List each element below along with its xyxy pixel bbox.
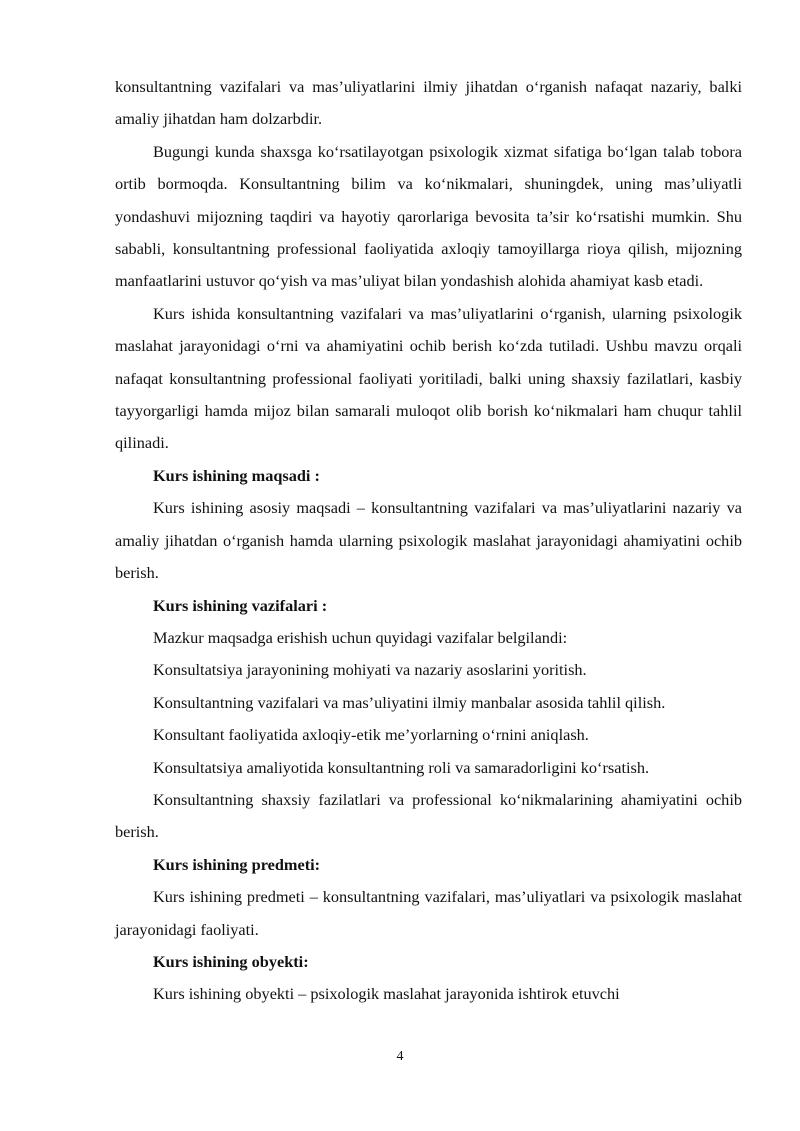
paragraph-continuation: konsultantning vazifalari va mas’uliyatlarini ilmiy jihatdan o‘rganish nafaqat nazariy, balki amaliy jihatdan ham dolzarbdir. — [115, 77, 742, 129]
heading-object: Kurs ishining obyekti: — [153, 951, 309, 971]
page-number: 4 — [396, 1049, 404, 1064]
task-item: Konsultatsiya amaliyotida konsultantning roli va samaradorligini ko‘rsatish. — [153, 757, 650, 777]
task-item: Konsultatsiya jarayonining mohiyati va nazariy asoslarini yoritish. — [153, 660, 587, 680]
paragraph-tasks-intro: Mazkur maqsadga erishish uchun quyidagi vazifalar belgilandi: — [153, 627, 568, 647]
paragraph-subject: Kurs ishining predmeti – konsultantning vazifalari, mas’uliyatlari va psixologik maslahat jarayonidagi faoliyati. — [115, 887, 742, 939]
heading-tasks: Kurs ishining vazifalari : — [153, 595, 328, 615]
task-item: Konsultantning shaxsiy fazilatlari va professional ko‘nikmalarining ahamiyatini ochib berish. — [115, 789, 742, 842]
paragraph-goal: Kurs ishining asosiy maqsadi – konsultantning vazifalari va mas’uliyatlarini nazariy va amaliy jihatdan o‘rganish hamda ularning psixologik maslahat jarayonidagi ahamiyatini ochib berish. — [115, 498, 742, 583]
task-item: Konsultant faoliyatida axloqiy-etik me’yorlarning o‘rnini aniqlash. — [153, 725, 589, 745]
page-body — [115, 71, 742, 1011]
task-item: Konsultantning vazifalari va mas’uliyatini ilmiy manbalar asosida tahlil qilish. — [153, 692, 666, 712]
paragraph-course-overview: Kurs ishida konsultantning vazifalari va mas’uliyatlarini o‘rganish, ularning psixologik maslahat jarayonidagi o‘rni va ahamiyatini ochib berish ko‘zda tutiladi. Ushbu mavzu orqali nafaqat konsultantning professional faoliyati yoritiladi, balki uning shaxsiy fazilatlari, kasbiy tayyorgarligi hamda mijoz bilan samarali muloqot olib borish ko‘nikmalari ham chuqur tahlil qilinadi. — [115, 303, 742, 453]
paragraph-object: Kurs ishining obyekti – psixologik maslahat jarayonida ishtirok etuvchi — [153, 984, 620, 1004]
heading-goal: Kurs ishining maqsadi : — [153, 465, 320, 485]
paragraph-introduction: Bugungi kunda shaxsga ko‘rsatilayotgan psixologik xizmat sifatiga bo‘lgan talab tobora ortib bormoqda. Konsultantning bilim va ko‘nikmalari, shuningdek, uning mas’uliyatli yondashuvi mijozning taqdiri va hayotiy qarorlariga bevosita ta’sir ko‘rsatishi mumkin. Shu sababli, konsultantning professional faoliyatida axloqiy tamoyillarga rioya qilish, mijozning manfaatlarini ustuvor qo‘yish va mas’uliyat bilan yondashish alohida ahamiyat kasb etadi. — [115, 141, 742, 291]
heading-subject: Kurs ishining predmeti: — [153, 854, 321, 874]
